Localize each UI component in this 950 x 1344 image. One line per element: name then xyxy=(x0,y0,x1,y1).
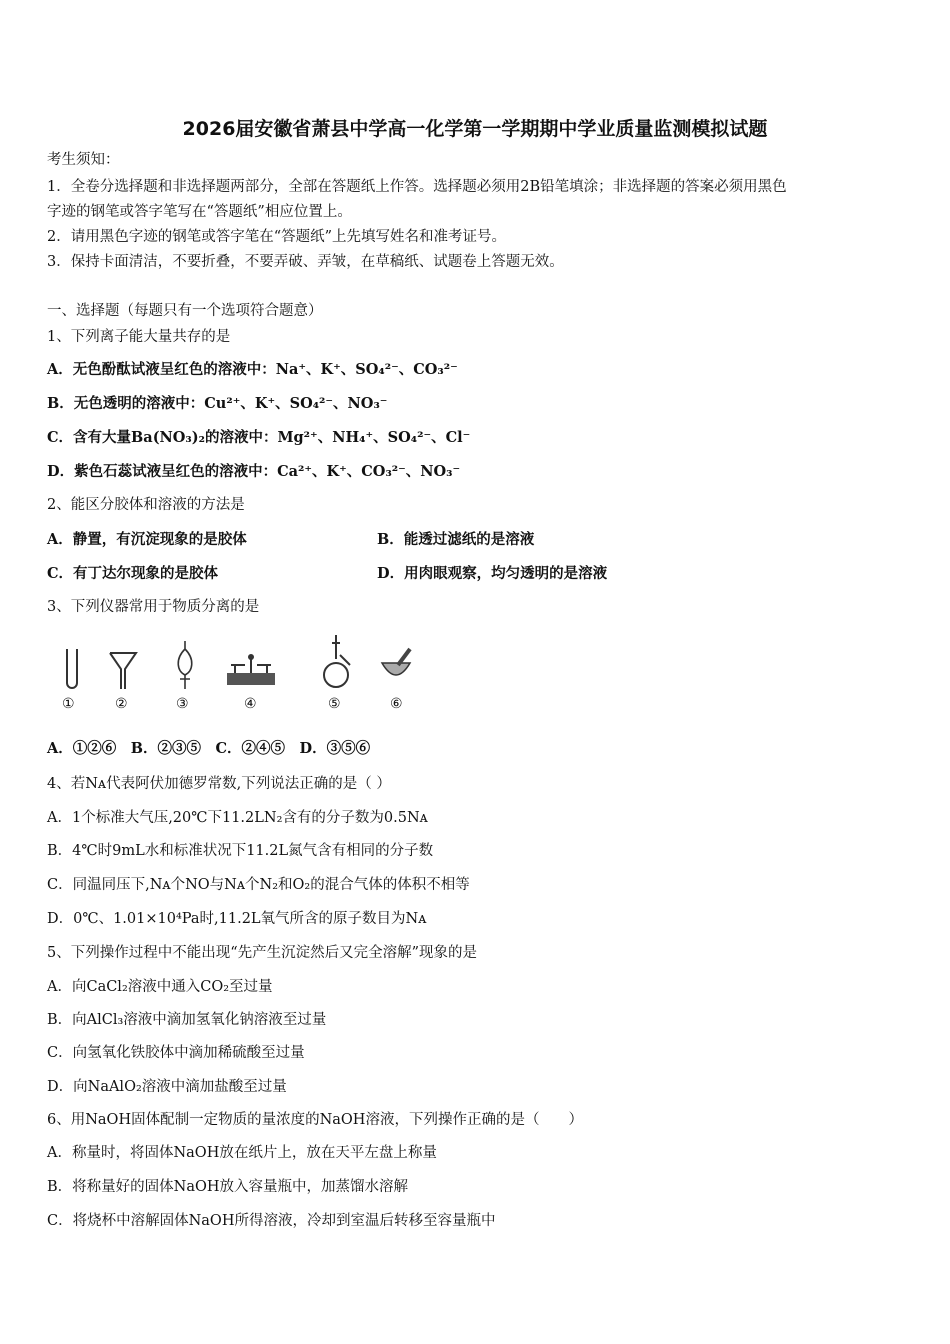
option: D．紫色石蕊试液呈红色的溶液中：Ca²⁺、K⁺、CO₃²⁻、NO₃⁻ xyxy=(47,463,461,480)
notice-heading: 考生须知： xyxy=(47,152,120,168)
option: D．向NaAlO₂溶液中滴加盐酸至过量 xyxy=(47,1079,287,1095)
apparatus-label: ④ xyxy=(244,696,257,712)
balance-icon xyxy=(225,635,277,691)
question-stem: 1、下列离子能大量共存的是 xyxy=(47,329,231,345)
option: B．无色透明的溶液中：Cu²⁺、K⁺、SO₄²⁻、NO₃⁻ xyxy=(47,395,388,412)
option: A．①②⑥ B．②③⑤ C．②④⑤ D．③⑤⑥ xyxy=(47,740,371,757)
option: A．无色酚酞试液呈红色的溶液中：Na⁺、K⁺、SO₄²⁻、CO₃²⁻ xyxy=(47,361,458,378)
notice-item: 字迹的钢笔或答字笔写在“答题纸”相应位置上。 xyxy=(47,204,352,220)
notice-item: 1．全卷分选择题和非选择题两部分，全部在答题纸上作答。选择题必须用2B铅笔填涂；非选择题的答案必须用黑色 xyxy=(47,179,787,195)
section-heading: 一、选择题（每题只有一个选项符合题意） xyxy=(47,303,323,319)
question-stem: 5、下列操作过程中不能出现“先产生沉淀然后又完全溶解”现象的是 xyxy=(47,945,478,961)
distillation-flask-icon xyxy=(320,635,352,695)
test-tube-icon xyxy=(60,635,84,691)
option: C．有丁达尔现象的是胶体 xyxy=(47,565,219,582)
option: B．向AlCl₃溶液中滴加氢氧化钠溶液至过量 xyxy=(47,1012,327,1028)
apparatus-label: ③ xyxy=(176,696,189,712)
notice-item: 2．请用黑色字迹的钢笔或答字笔在“答题纸”上先填写姓名和准考证号。 xyxy=(47,229,507,245)
separatory-funnel-icon xyxy=(172,635,198,691)
question-stem: 3、下列仪器常用于物质分离的是 xyxy=(47,599,260,615)
option: B．能透过滤纸的是溶液 xyxy=(377,531,535,548)
apparatus-label: ② xyxy=(115,696,128,712)
option: B．将称量好的固体NaOH放入容量瓶中，加蒸馏水溶解 xyxy=(47,1179,409,1195)
apparatus-label: ① xyxy=(62,696,75,712)
question-stem: 6、用NaOH固体配制一定物质的量浓度的NaOH溶液，下列操作正确的是（ ） xyxy=(47,1112,583,1128)
notice-item: 3．保持卡面清洁，不要折叠，不要弄破、弄皱，在草稿纸、试题卷上答题无效。 xyxy=(47,254,564,270)
option: A．1个标准大气压,20℃下11.2LN₂含有的分子数为0.5Nᴀ xyxy=(47,810,428,826)
page-title: 2026届安徽省萧县中学高一化学第一学期期中学业质量监测模拟试题 xyxy=(182,118,768,140)
option: A．称量时，将固体NaOH放在纸片上，放在天平左盘上称量 xyxy=(47,1145,437,1161)
question-stem: 4、若Nᴀ代表阿伏加德罗常数,下列说法正确的是（ ） xyxy=(47,776,391,792)
option: C．向氢氧化铁胶体中滴加稀硫酸至过量 xyxy=(47,1045,305,1061)
funnel-icon xyxy=(108,635,138,691)
option: D．用肉眼观察，均匀透明的是溶液 xyxy=(377,565,608,582)
option: B．4℃时9mL水和标准状况下11.2L氮气含有相同的分子数 xyxy=(47,843,434,859)
option: D．0℃、1.01×10⁴Pa时,11.2L氧气所含的原子数目为Nᴀ xyxy=(47,911,427,927)
question-stem: 2、能区分胶体和溶液的方法是 xyxy=(47,497,245,513)
apparatus-label: ⑤ xyxy=(328,696,341,712)
option: C．同温同压下,Nᴀ个NO与Nᴀ个N₂和O₂的混合气体的体积不相等 xyxy=(47,877,470,893)
apparatus-label: ⑥ xyxy=(390,696,403,712)
option: A．静置，有沉淀现象的是胶体 xyxy=(47,531,247,548)
mortar-icon xyxy=(378,635,414,691)
option: C．含有大量Ba(NO₃)₂的溶液中：Mg²⁺、NH₄⁺、SO₄²⁻、Cl⁻ xyxy=(47,429,471,446)
option: A．向CaCl₂溶液中通入CO₂至过量 xyxy=(47,979,273,995)
option: C．将烧杯中溶解固体NaOH所得溶液，冷却到室温后转移至容量瓶中 xyxy=(47,1213,496,1229)
